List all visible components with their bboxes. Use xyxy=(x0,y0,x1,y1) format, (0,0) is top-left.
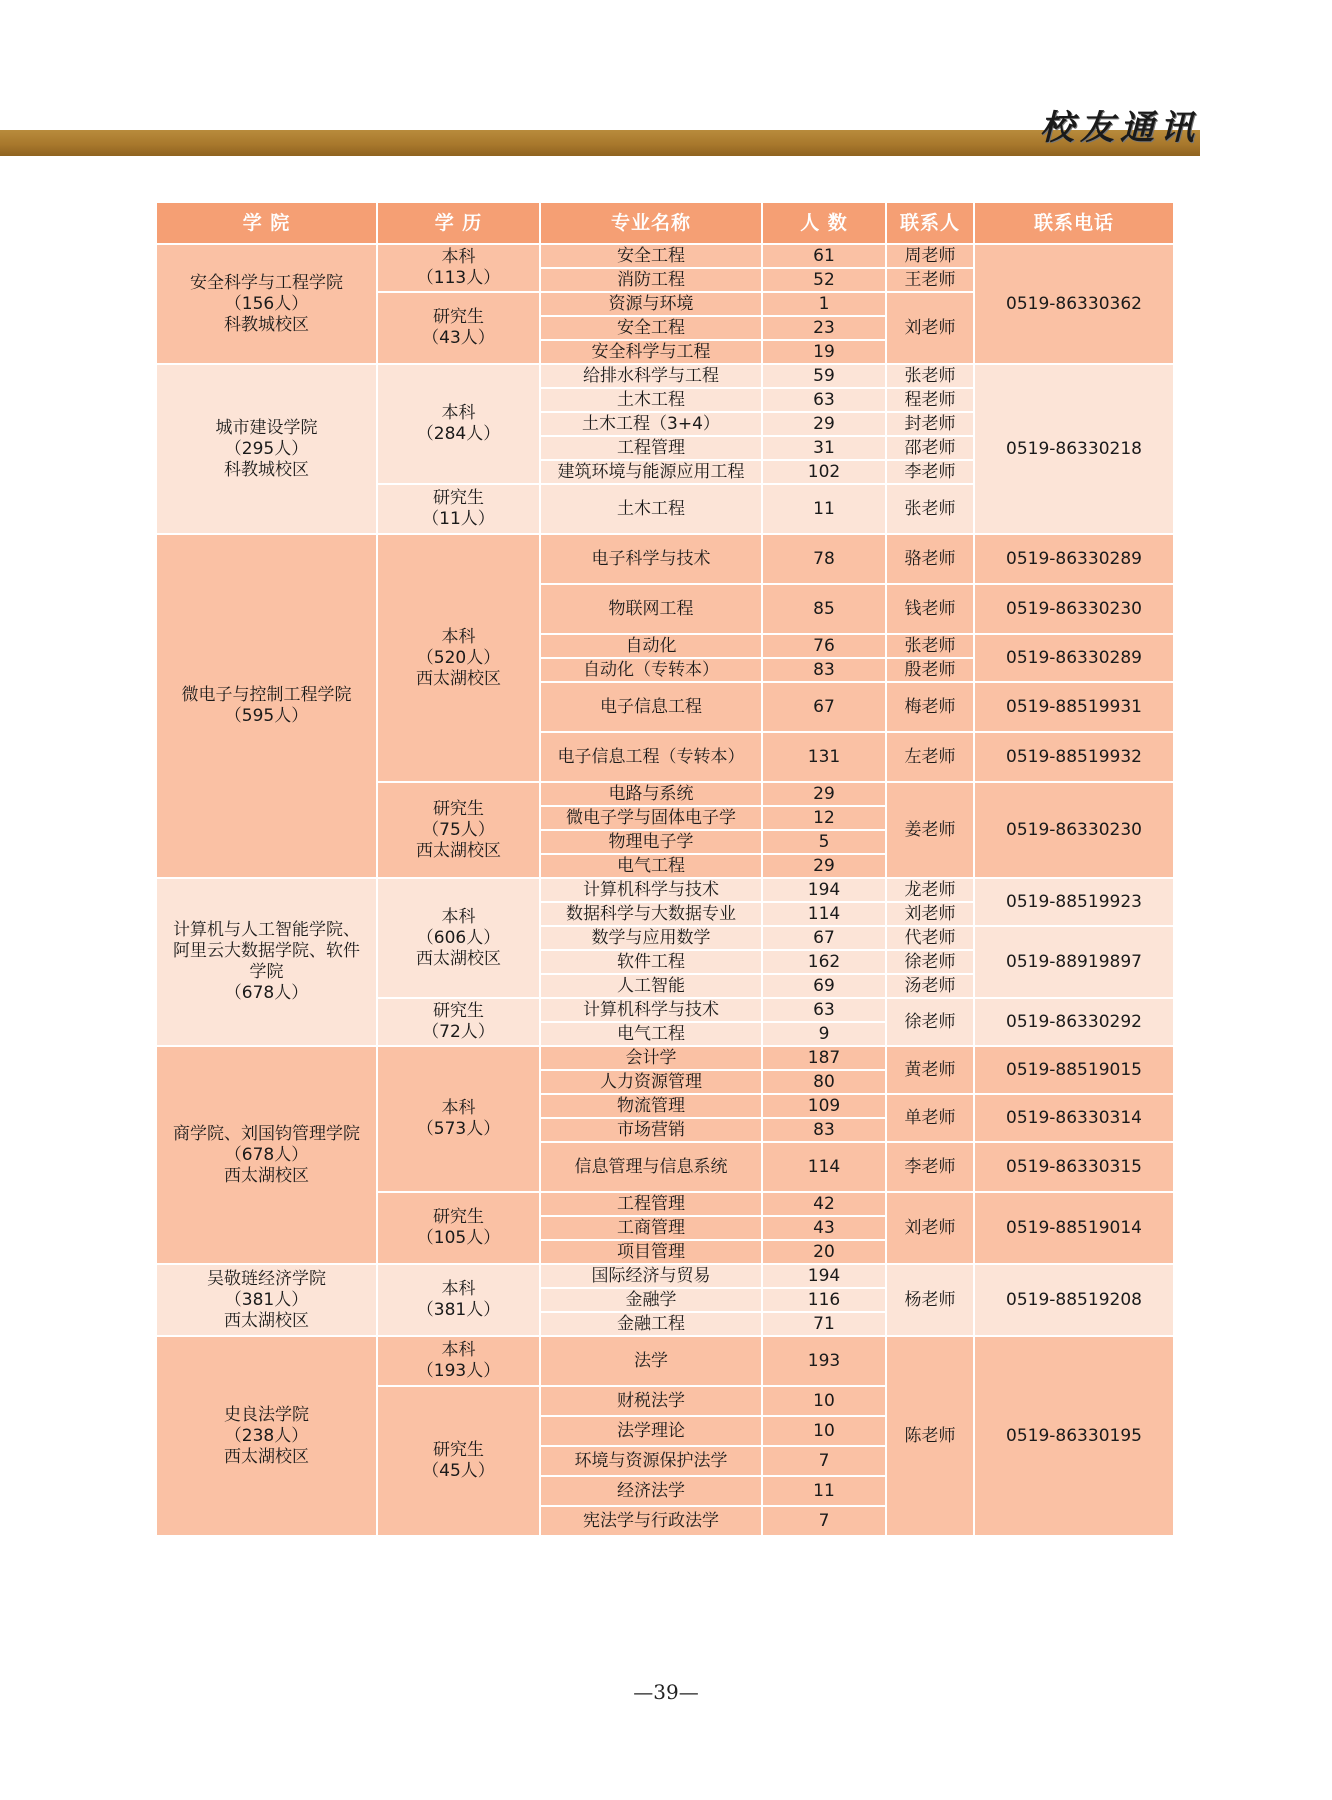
count-cell: 11 xyxy=(762,1476,886,1506)
contact-cell: 姜老师 xyxy=(886,782,974,878)
degree-cell: 本科 （381人） xyxy=(377,1264,540,1336)
degree-cell: 研究生 （11人） xyxy=(377,484,540,534)
degree-cell: 研究生 （43人） xyxy=(377,292,540,364)
contact-cell: 张老师 xyxy=(886,364,974,388)
major-cell: 土木工程（3+4） xyxy=(540,412,762,436)
contact-cell: 梅老师 xyxy=(886,682,974,732)
major-cell: 信息管理与信息系统 xyxy=(540,1142,762,1192)
major-cell: 土木工程 xyxy=(540,484,762,534)
contact-cell: 徐老师 xyxy=(886,950,974,974)
major-cell: 法学理论 xyxy=(540,1416,762,1446)
phone-cell: 0519-86330314 xyxy=(974,1094,1174,1142)
table-row xyxy=(156,1336,1174,1386)
count-cell: 83 xyxy=(762,1118,886,1142)
count-cell: 10 xyxy=(762,1386,886,1416)
count-cell: 29 xyxy=(762,412,886,436)
major-cell: 电子信息工程（专转本） xyxy=(540,732,762,782)
contact-cell: 王老师 xyxy=(886,268,974,292)
table-row xyxy=(156,244,1174,268)
count-cell: 59 xyxy=(762,364,886,388)
count-cell: 69 xyxy=(762,974,886,998)
count-cell: 29 xyxy=(762,854,886,878)
table-row xyxy=(156,1264,1174,1288)
major-cell: 物理电子学 xyxy=(540,830,762,854)
contact-cell: 钱老师 xyxy=(886,584,974,634)
contact-cell: 龙老师 xyxy=(886,878,974,902)
major-cell: 数学与应用数学 xyxy=(540,926,762,950)
major-cell: 项目管理 xyxy=(540,1240,762,1264)
major-cell: 物联网工程 xyxy=(540,584,762,634)
major-cell: 人力资源管理 xyxy=(540,1070,762,1094)
contact-cell: 刘老师 xyxy=(886,292,974,364)
contact-cell: 张老师 xyxy=(886,634,974,658)
contact-cell: 汤老师 xyxy=(886,974,974,998)
count-cell: 20 xyxy=(762,1240,886,1264)
degree-cell: 本科 （520人） 西太湖校区 xyxy=(377,534,540,782)
degree-cell: 研究生 （75人） 西太湖校区 xyxy=(377,782,540,878)
count-cell: 114 xyxy=(762,1142,886,1192)
phone-cell: 0519-86330230 xyxy=(974,584,1174,634)
degree-cell: 本科 （284人） xyxy=(377,364,540,484)
count-cell: 52 xyxy=(762,268,886,292)
count-cell: 5 xyxy=(762,830,886,854)
count-cell: 194 xyxy=(762,878,886,902)
major-cell: 软件工程 xyxy=(540,950,762,974)
major-cell: 国际经济与贸易 xyxy=(540,1264,762,1288)
college-cell: 城市建设学院 （295人） 科教城校区 xyxy=(156,364,377,534)
contact-cell: 黄老师 xyxy=(886,1046,974,1094)
college-cell: 安全科学与工程学院 （156人） 科教城校区 xyxy=(156,244,377,364)
contact-cell: 殷老师 xyxy=(886,658,974,682)
header-count: 人 数 xyxy=(762,202,886,244)
major-cell: 安全工程 xyxy=(540,316,762,340)
major-cell: 市场营销 xyxy=(540,1118,762,1142)
count-cell: 23 xyxy=(762,316,886,340)
contact-cell: 李老师 xyxy=(886,460,974,484)
count-cell: 193 xyxy=(762,1336,886,1386)
phone-cell: 0519-88519208 xyxy=(974,1264,1174,1336)
count-cell: 162 xyxy=(762,950,886,974)
table-row xyxy=(156,1046,1174,1070)
major-cell: 工商管理 xyxy=(540,1216,762,1240)
major-cell: 法学 xyxy=(540,1336,762,1386)
header-contact: 联系人 xyxy=(886,202,974,244)
major-cell: 宪法学与行政法学 xyxy=(540,1506,762,1536)
contact-cell: 程老师 xyxy=(886,388,974,412)
count-cell: 11 xyxy=(762,484,886,534)
contact-cell: 代老师 xyxy=(886,926,974,950)
phone-cell: 0519-88519014 xyxy=(974,1192,1174,1264)
contact-cell: 张老师 xyxy=(886,484,974,534)
major-cell: 工程管理 xyxy=(540,436,762,460)
masthead-title: 校友通讯 xyxy=(1040,108,1200,148)
contact-cell: 李老师 xyxy=(886,1142,974,1192)
major-cell: 数据科学与大数据专业 xyxy=(540,902,762,926)
header-band xyxy=(0,130,1200,156)
college-cell: 商学院、刘国钧管理学院 （678人） 西太湖校区 xyxy=(156,1046,377,1264)
count-cell: 43 xyxy=(762,1216,886,1240)
major-cell: 安全科学与工程 xyxy=(540,340,762,364)
header-phone: 联系电话 xyxy=(974,202,1174,244)
degree-cell: 本科 （193人） xyxy=(377,1336,540,1386)
count-cell: 1 xyxy=(762,292,886,316)
phone-cell: 0519-88519931 xyxy=(974,682,1174,732)
count-cell: 114 xyxy=(762,902,886,926)
count-cell: 109 xyxy=(762,1094,886,1118)
count-cell: 187 xyxy=(762,1046,886,1070)
count-cell: 42 xyxy=(762,1192,886,1216)
degree-cell: 研究生 （45人） xyxy=(377,1386,540,1536)
contact-cell: 刘老师 xyxy=(886,902,974,926)
phone-cell: 0519-86330230 xyxy=(974,782,1174,878)
major-cell: 消防工程 xyxy=(540,268,762,292)
major-cell: 物流管理 xyxy=(540,1094,762,1118)
phone-cell: 0519-88519015 xyxy=(974,1046,1174,1094)
page-number: —39— xyxy=(633,1680,699,1704)
degree-cell: 本科 （606人） 西太湖校区 xyxy=(377,878,540,998)
major-cell: 计算机科学与技术 xyxy=(540,998,762,1022)
count-cell: 116 xyxy=(762,1288,886,1312)
college-cell: 吴敬琏经济学院 （381人） 西太湖校区 xyxy=(156,1264,377,1336)
count-cell: 131 xyxy=(762,732,886,782)
count-cell: 19 xyxy=(762,340,886,364)
count-cell: 71 xyxy=(762,1312,886,1336)
major-cell: 电路与系统 xyxy=(540,782,762,806)
phone-cell: 0519-88919897 xyxy=(974,926,1174,998)
count-cell: 31 xyxy=(762,436,886,460)
count-cell: 67 xyxy=(762,682,886,732)
count-cell: 61 xyxy=(762,244,886,268)
count-cell: 85 xyxy=(762,584,886,634)
phone-cell: 0519-88519923 xyxy=(974,878,1174,926)
major-cell: 电气工程 xyxy=(540,854,762,878)
count-cell: 80 xyxy=(762,1070,886,1094)
count-cell: 63 xyxy=(762,388,886,412)
count-cell: 78 xyxy=(762,534,886,584)
major-cell: 微电子学与固体电子学 xyxy=(540,806,762,830)
contact-cell: 左老师 xyxy=(886,732,974,782)
table-header-row xyxy=(156,202,1174,244)
contact-cell: 陈老师 xyxy=(886,1336,974,1536)
major-cell: 土木工程 xyxy=(540,388,762,412)
phone-cell: 0519-86330362 xyxy=(974,244,1174,364)
major-cell: 经济法学 xyxy=(540,1476,762,1506)
count-cell: 10 xyxy=(762,1416,886,1446)
major-cell: 电子信息工程 xyxy=(540,682,762,732)
contact-cell: 周老师 xyxy=(886,244,974,268)
enrollment-table xyxy=(155,201,1175,1537)
major-cell: 给排水科学与工程 xyxy=(540,364,762,388)
major-cell: 自动化（专转本） xyxy=(540,658,762,682)
degree-cell: 本科 （113人） xyxy=(377,244,540,292)
contact-cell: 杨老师 xyxy=(886,1264,974,1336)
major-cell: 安全工程 xyxy=(540,244,762,268)
header-college: 学 院 xyxy=(156,202,377,244)
count-cell: 7 xyxy=(762,1506,886,1536)
count-cell: 63 xyxy=(762,998,886,1022)
major-cell: 环境与资源保护法学 xyxy=(540,1446,762,1476)
phone-cell: 0519-86330289 xyxy=(974,534,1174,584)
count-cell: 194 xyxy=(762,1264,886,1288)
contact-cell: 刘老师 xyxy=(886,1192,974,1264)
major-cell: 电子科学与技术 xyxy=(540,534,762,584)
table-row xyxy=(156,364,1174,388)
phone-cell: 0519-86330195 xyxy=(974,1336,1174,1536)
phone-cell: 0519-86330289 xyxy=(974,634,1174,682)
phone-cell: 0519-86330315 xyxy=(974,1142,1174,1192)
contact-cell: 徐老师 xyxy=(886,998,974,1046)
degree-cell: 研究生 （72人） xyxy=(377,998,540,1046)
major-cell: 金融工程 xyxy=(540,1312,762,1336)
degree-cell: 研究生 （105人） xyxy=(377,1192,540,1264)
major-cell: 金融学 xyxy=(540,1288,762,1312)
major-cell: 建筑环境与能源应用工程 xyxy=(540,460,762,484)
major-cell: 工程管理 xyxy=(540,1192,762,1216)
major-cell: 计算机科学与技术 xyxy=(540,878,762,902)
header-major: 专业名称 xyxy=(540,202,762,244)
contact-cell: 骆老师 xyxy=(886,534,974,584)
contact-cell: 单老师 xyxy=(886,1094,974,1142)
college-cell: 史良法学院 （238人） 西太湖校区 xyxy=(156,1336,377,1536)
count-cell: 29 xyxy=(762,782,886,806)
major-cell: 会计学 xyxy=(540,1046,762,1070)
phone-cell: 0519-86330292 xyxy=(974,998,1174,1046)
count-cell: 76 xyxy=(762,634,886,658)
major-cell: 资源与环境 xyxy=(540,292,762,316)
major-cell: 自动化 xyxy=(540,634,762,658)
major-cell: 财税法学 xyxy=(540,1386,762,1416)
college-cell: 微电子与控制工程学院 （595人） xyxy=(156,534,377,878)
count-cell: 12 xyxy=(762,806,886,830)
table-row xyxy=(156,534,1174,584)
count-cell: 7 xyxy=(762,1446,886,1476)
contact-cell: 封老师 xyxy=(886,412,974,436)
contact-cell: 邵老师 xyxy=(886,436,974,460)
count-cell: 67 xyxy=(762,926,886,950)
count-cell: 102 xyxy=(762,460,886,484)
college-cell: 计算机与人工智能学院、 阿里云大数据学院、软件 学院 （678人） xyxy=(156,878,377,1046)
count-cell: 9 xyxy=(762,1022,886,1046)
phone-cell: 0519-88519932 xyxy=(974,732,1174,782)
count-cell: 83 xyxy=(762,658,886,682)
degree-cell: 本科 （573人） xyxy=(377,1046,540,1192)
header-degree: 学 历 xyxy=(377,202,540,244)
major-cell: 人工智能 xyxy=(540,974,762,998)
major-cell: 电气工程 xyxy=(540,1022,762,1046)
table-row xyxy=(156,878,1174,902)
phone-cell: 0519-86330218 xyxy=(974,364,1174,534)
